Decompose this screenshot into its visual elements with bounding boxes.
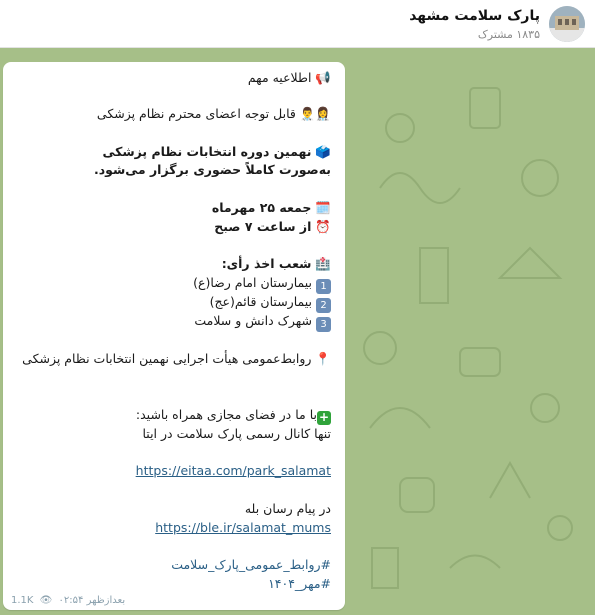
announce-line: 📢اطلاعیه مهم [247,70,331,85]
channel-header [0,0,595,48]
follow-line-2: تنها کانال رسمی پارک سلامت در ایتا [142,426,331,441]
megaphone-icon: 📢 [315,70,331,85]
channel-title[interactable]: پارک سلامت مشهد [409,8,540,24]
branch-item: 1بیمارستان امام رضا(ع) [193,275,331,294]
message-bubble[interactable] [3,62,345,610]
view-count: 1.1K [11,595,34,606]
branches-title: 🏥شعب اخذ رأی: [221,256,331,271]
sent-time: ۰۲:۵۴ بعدازظهر [58,595,126,606]
eye-icon: 👁 [39,595,53,606]
eitaa-link[interactable]: https://eitaa.com/park_salamat [135,463,331,478]
election-line-1: 🗳️نهمین دوره انتخابات نظام پزشکی [102,144,331,159]
pr-line: 📍روابط‌عمومی هیأت اجرایی نهمین انتخابات نظام پزشکی [22,351,331,366]
pin-icon: 📍 [315,351,331,366]
bale-label: در پیام رسان بله [244,501,331,516]
branch-item: 2بیمارستان قائم(عج) [210,294,331,313]
message-meta [11,595,125,606]
keycap-2-icon: 2 [316,298,331,313]
plus-icon: + [318,410,330,424]
subscriber-count: ۱۸۳۵ مشترک [477,28,540,41]
alarm-clock-icon: ⏰ [315,219,331,234]
follow-line-1: +با ما در فضای مجازی همراه باشید: [135,407,330,424]
doctors-icon: 👩‍⚕️👨‍⚕️ [299,106,331,121]
bale-link[interactable]: https://ble.ir/salamat_mums [155,520,331,535]
keycap-3-icon: 3 [316,317,331,332]
branch-item: 3شهرک دانش و سلامت [194,313,331,332]
election-line-2: به‌صورت کاملاً حضوری برگزار می‌شود. [93,162,331,177]
ballot-box-icon: 🗳️ [315,144,331,159]
hashtag-month[interactable]: #مهر_۱۴۰۴ [268,576,331,591]
time-line: ⏰از ساعت ۷ صبح [214,219,331,234]
date-line: 🗓️جمعه ۲۵ مهرماه [211,200,331,215]
hospital-icon: 🏥 [315,256,331,271]
hashtag-pr[interactable]: #روابط_عمومی_پارک_سلامت [171,557,331,572]
keycap-1-icon: 1 [316,279,331,294]
calendar-icon: 🗓️ [315,200,331,215]
channel-avatar[interactable] [549,6,585,42]
attention-line: 👩‍⚕️👨‍⚕️قابل توجه اعضای محترم نظام پزشکی [96,106,331,121]
